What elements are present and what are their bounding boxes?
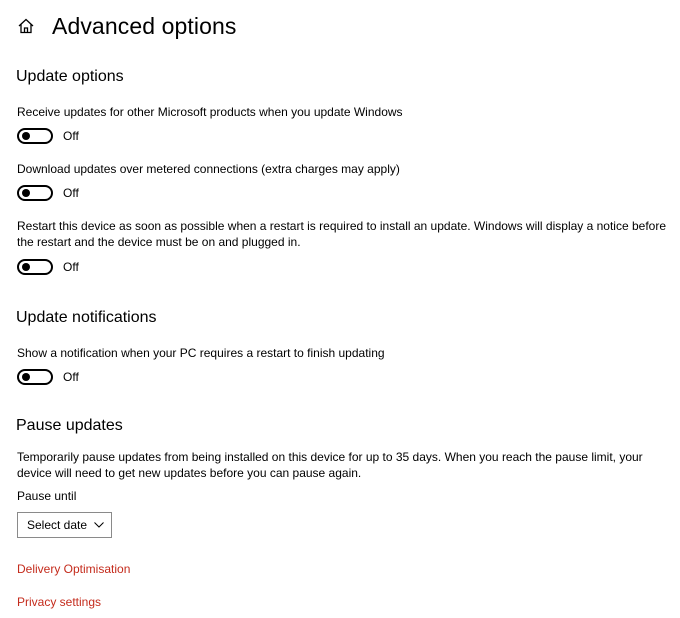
toggle-switch[interactable] [17, 128, 53, 144]
toggle-switch[interactable] [17, 259, 53, 275]
pause-until-label: Pause until [17, 489, 77, 503]
pause-until-select[interactable] [17, 512, 112, 538]
toggle-knob [22, 189, 30, 197]
toggle-knob [22, 132, 30, 140]
toggle-state-label: Off [63, 129, 79, 143]
setting-label-restart-asap: Restart this device as soon as possible when a restart is required to install an update. Windows will display a notice before the restart and the device must be on and plugged in. [17, 219, 667, 249]
toggle-switch[interactable] [17, 369, 53, 385]
toggle-restart-asap[interactable] [17, 259, 79, 275]
page-header [17, 8, 236, 44]
toggle-state-label: Off [63, 186, 79, 200]
toggle-state-label: Off [63, 370, 79, 384]
setting-label-restart-notification: Show a notification when your PC requires a restart to finish updating [17, 346, 385, 360]
toggle-restart-notification[interactable] [17, 369, 79, 385]
pause-updates-heading: Pause updates [16, 417, 123, 434]
update-options-heading: Update options [16, 68, 124, 85]
toggle-switch[interactable] [17, 185, 53, 201]
home-icon[interactable] [17, 17, 35, 35]
pause-updates-description: Temporarily pause updates from being installed on this device for up to 35 days. When you reach the pause limit, your device will need to get new updates before you can pause again. [17, 450, 643, 480]
select-value: Select date [27, 518, 88, 532]
update-notifications-heading: Update notifications [16, 309, 157, 326]
toggle-metered-connections[interactable] [17, 185, 79, 201]
setting-label-metered-connections: Download updates over metered connections (extra charges may apply) [17, 162, 400, 176]
toggle-knob [22, 263, 30, 271]
delivery-optimisation-link[interactable]: Delivery Optimisation [17, 562, 131, 576]
page-title: Advanced options [52, 12, 237, 39]
toggle-knob [22, 373, 30, 381]
setting-label-microsoft-products: Receive updates for other Microsoft products when you update Windows [17, 105, 403, 119]
chevron-down-icon [94, 522, 104, 528]
toggle-microsoft-products[interactable] [17, 128, 79, 144]
privacy-settings-link[interactable]: Privacy settings [17, 595, 102, 609]
toggle-state-label: Off [63, 260, 79, 274]
